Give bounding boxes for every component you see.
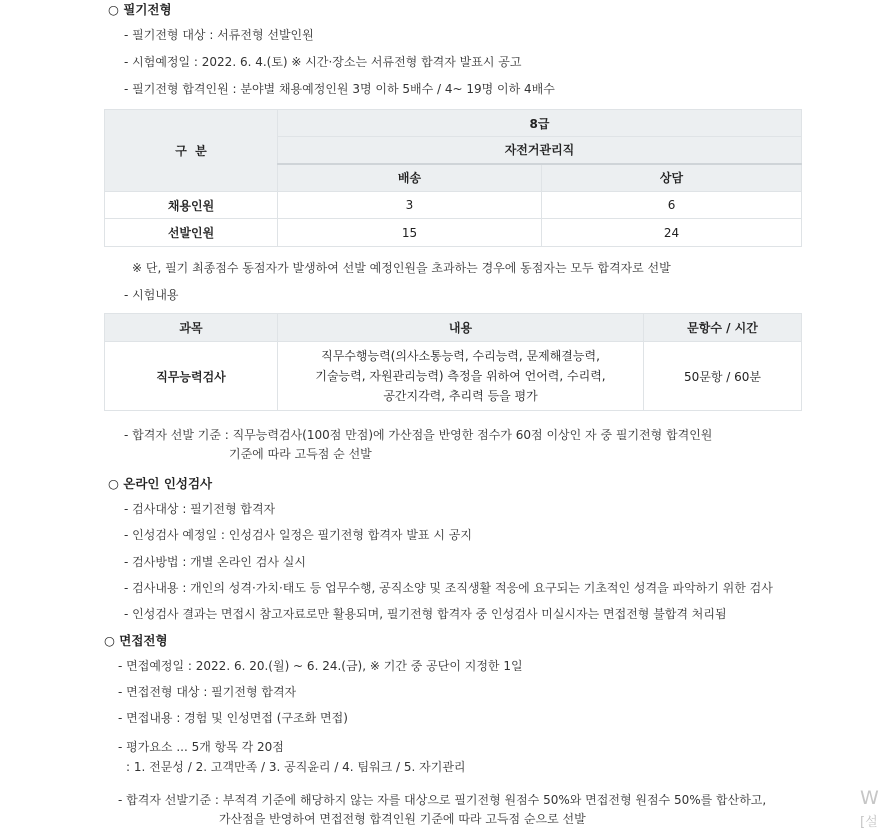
watermark-letter: W xyxy=(860,787,879,809)
personality-note: - 인성검사 결과는 면접시 참고자료로만 활용되며, 필기전형 합격자 중 인성검사 미실시자는 면접전형 불합격 처리됨 xyxy=(124,607,727,621)
personality-date: - 인성검사 예정일 : 인성검사 일정은 필기전형 합격자 발표 시 공지 xyxy=(124,528,472,542)
written-exam-date: - 시험예정일 : 2022. 6. 4.(토) ※ 시간·장소는 서류전형 합격자 발표시 공고 xyxy=(124,55,522,69)
quota-cell: 6 xyxy=(542,192,802,219)
exam-content-label: - 시험내용 xyxy=(124,288,179,302)
interview-criteria-line2: 가산점을 반영하여 면접전형 합격인원 기준에 따라 고득점 순으로 선발 xyxy=(219,812,586,826)
quota-col-delivery: 배송 xyxy=(278,164,542,192)
quota-row-label: 선발인원 xyxy=(105,219,278,247)
quota-col-consult: 상담 xyxy=(542,164,802,192)
table-row xyxy=(105,192,802,219)
col-subject: 과목 xyxy=(105,314,278,342)
watermark-text: [설 xyxy=(860,815,878,830)
col-content: 내용 xyxy=(278,314,644,342)
table-row xyxy=(105,342,802,411)
table-row xyxy=(105,219,802,247)
written-exam-heading: ○ 필기전형 xyxy=(108,2,172,17)
content-line: 공간지각력, 추리력 등을 평가 xyxy=(383,389,538,403)
quota-cell: 3 xyxy=(278,192,542,219)
interview-target: - 면접전형 대상 : 필기전형 합격자 xyxy=(118,685,297,699)
col-count-time: 문항수 / 시간 xyxy=(644,314,802,342)
quota-row-header: 구 분 xyxy=(105,110,278,192)
quota-cell: 15 xyxy=(278,219,542,247)
interview-eval-line2: : 1. 전문성 / 2. 고객만족 / 3. 공직윤리 / 4. 팀워크 / 5. 자기관리 xyxy=(126,760,466,774)
content-cell xyxy=(278,342,644,411)
count-time-cell: 50문항 / 60분 xyxy=(644,342,802,411)
content-line: 직무수행능력(의사소통능력, 수리능력, 문제해결능력, xyxy=(321,349,600,363)
personality-target: - 검사대상 : 필기전형 합격자 xyxy=(124,502,276,516)
exam-content-table xyxy=(104,313,802,411)
interview-criteria-line1: - 합격자 선발기준 : 부적격 기준에 해당하지 않는 자를 대상으로 필기전형 원점수 50%와 면접전형 원점수 50%를 합산하고, xyxy=(118,793,767,807)
interview-heading: ○ 면접전형 xyxy=(104,633,168,648)
subject-cell: 직무능력검사 xyxy=(105,342,278,411)
quota-cell: 24 xyxy=(542,219,802,247)
content-line: 기술능력, 자원관리능력) 측정을 위하여 언어력, 수리력, xyxy=(315,369,606,383)
quota-row-label: 채용인원 xyxy=(105,192,278,219)
personality-method: - 검사방법 : 개별 온라인 검사 실시 xyxy=(124,555,306,569)
personality-test-heading: ○ 온라인 인성검사 xyxy=(108,476,213,491)
written-exam-target: - 필기전형 대상 : 서류전형 선발인원 xyxy=(124,28,314,42)
tie-note: ※ 단, 필기 최종점수 동점자가 발생하여 선발 예정인원을 초과하는 경우에 동점자는 모두 합격자로 선발 xyxy=(132,261,671,275)
personality-content: - 검사내용 : 개인의 성격·가치·태도 등 업무수행, 공직소양 및 조직생활 적응에 요구되는 기초적인 성격을 파악하기 위한 검사 xyxy=(124,581,773,595)
written-criteria-line2: 기준에 따라 고득점 순 선발 xyxy=(229,447,372,461)
written-exam-pass-count: - 필기전형 합격인원 : 분야별 채용예정인원 3명 이하 5배수 / 4~ 19명 이하 4배수 xyxy=(124,82,555,96)
quota-job-header: 자전거관리직 xyxy=(278,137,802,164)
interview-date: - 면접예정일 : 2022. 6. 20.(월) ~ 6. 24.(금), ※ 기간 중 공단이 지정한 1일 xyxy=(118,659,523,673)
interview-content: - 면접내용 : 경험 및 인성면접 (구조화 면접) xyxy=(118,711,348,725)
written-criteria-line1: - 합격자 선발 기준 : 직무능력검사(100점 만점)에 가산점을 반영한 점수가 60점 이상인 자 중 필기전형 합격인원 xyxy=(124,428,713,442)
quota-grade-header: 8급 xyxy=(278,110,802,137)
interview-eval-line1: - 평가요소 ... 5개 항목 각 20점 xyxy=(118,740,284,754)
quota-table xyxy=(104,109,802,247)
